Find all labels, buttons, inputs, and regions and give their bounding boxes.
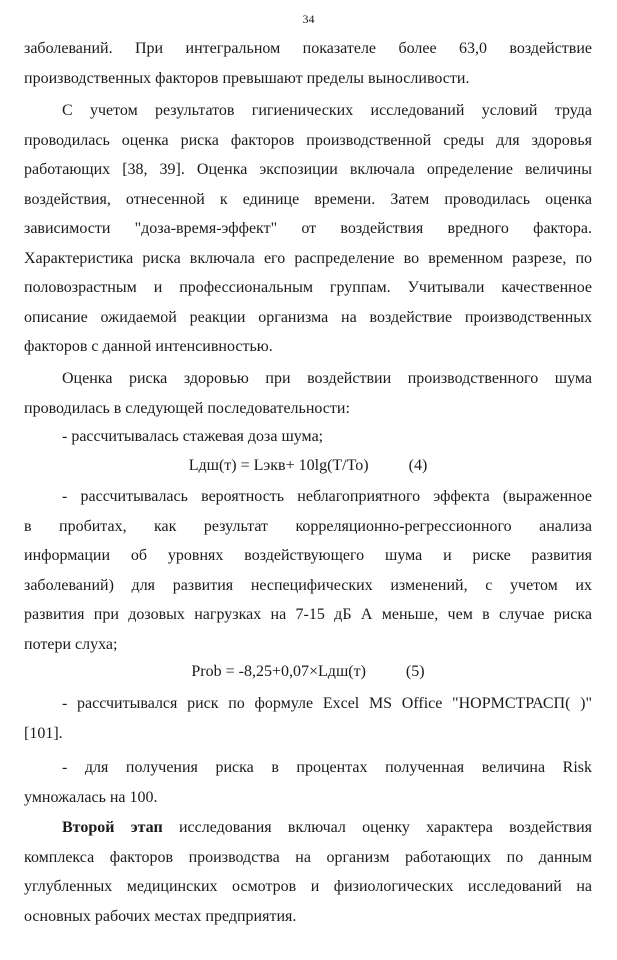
paragraph-1 bbox=[24, 34, 592, 93]
paragraph-5 bbox=[24, 689, 592, 748]
text-line: [101]. bbox=[24, 724, 63, 742]
text-line: проводилась оценка риска факторов производственной среды для здоровья bbox=[24, 131, 592, 149]
formula-5 bbox=[24, 657, 592, 687]
text-line: - рассчитывалась вероятность неблагоприятного эффекта (выраженное bbox=[62, 488, 592, 505]
text-line bbox=[24, 813, 592, 843]
page-number: 34 bbox=[302, 12, 315, 26]
text-line: проводилась в следующей последовательности: bbox=[24, 399, 350, 417]
paragraph-4 bbox=[24, 482, 592, 659]
paragraph-2 bbox=[24, 96, 592, 362]
formula-4 bbox=[24, 451, 592, 481]
formula-line: Lдш(т) = Lэкв+ 10lg(T/To) (4) bbox=[188, 457, 428, 474]
text-line: углубленных медицинских осмотров и физиологических исследований на bbox=[24, 878, 592, 895]
bold-phrase: Второй этап bbox=[62, 819, 163, 836]
text-run: исследования включал оценку характера воздействия bbox=[162, 819, 593, 836]
text-line: производственных факторов превышают пределы выносливости. bbox=[24, 69, 470, 87]
text-line: заболеваний) для развития неспецифических изменений, с учетом их bbox=[24, 576, 592, 594]
paragraph-6 bbox=[24, 753, 592, 812]
text-line: - рассчитывался риск по формуле Excel MS Office "НОРМСТРАСП( )" bbox=[62, 695, 592, 712]
text-line: половозрастным и профессиональным группам. Учитывали качественное bbox=[24, 279, 592, 296]
text-line: умножалась на 100. bbox=[24, 788, 158, 806]
text-line: факторов с данной интенсивностью. bbox=[24, 338, 273, 355]
text-line: зависимости "доза-время-эффект" от воздействия вредного фактора. bbox=[24, 220, 592, 237]
text-line: в пробитах, как результат корреляционно-регрессионного анализа bbox=[24, 517, 592, 535]
text-line: Характеристика риска включала его распределение во временном разрезе, по bbox=[24, 249, 592, 267]
text-line: работающих [38, 39]. Оценка экспозиции включала определение величины bbox=[24, 161, 592, 178]
text-line: - рассчитывалась стажевая доза шума; bbox=[62, 428, 324, 445]
paragraph-3 bbox=[24, 364, 592, 423]
formula-line: Prob = -8,25+0,07×Lдш(т) (5) bbox=[191, 663, 425, 680]
text-line: заболеваний. При интегральном показателе более 63,0 воздействие bbox=[24, 40, 592, 57]
text-line: С учетом результатов гигиенических исследований условий труда bbox=[62, 102, 592, 119]
text-line: воздействия, отнесенной к единице времени. Затем проводилась оценка bbox=[24, 190, 592, 208]
text-line: - для получения риска в процентах полученная величина Risk bbox=[62, 759, 592, 776]
paragraph-7 bbox=[24, 813, 592, 931]
text-line: описание ожидаемой реакции организма на воздействие производственных bbox=[24, 308, 592, 326]
text-line: Оценка риска здоровью при воздействии производственного шума bbox=[62, 370, 592, 387]
text-line: основных рабочих местах предприятия. bbox=[24, 907, 297, 925]
text-line: потери слуха; bbox=[24, 635, 118, 653]
text-line: развития при дозовых нагрузках на 7-15 дБ А меньше, чем в случае риска bbox=[24, 606, 592, 623]
text-line: комплекса факторов производства на организм работающих по данным bbox=[24, 848, 592, 866]
text-line: информации об уровнях воздействующего шума и риске развития bbox=[24, 547, 592, 564]
list-item-1 bbox=[24, 422, 592, 452]
